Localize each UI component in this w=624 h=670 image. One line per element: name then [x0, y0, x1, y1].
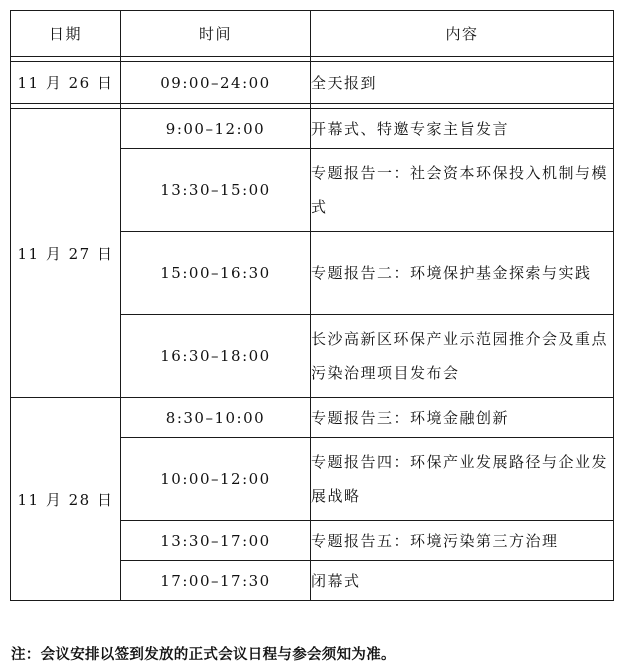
- table-row: [11, 398, 614, 438]
- header-time: 时间: [121, 11, 311, 57]
- table-row: [11, 109, 614, 149]
- time-cell: 09:00–24:00: [121, 62, 311, 104]
- content-cell: 专题报告四：环保产业发展路径与企业发展战略: [311, 438, 614, 521]
- header-row: [11, 11, 614, 57]
- time-cell: 13:30–17:00: [121, 521, 311, 561]
- content-cell: 长沙高新区环保产业示范园推介会及重点污染治理项目发布会: [311, 315, 614, 398]
- footnote: 注：会议安排以签到发放的正式会议日程与参会须知为准。: [11, 647, 396, 663]
- date-cell-day1: 11 月 26 日: [11, 62, 121, 104]
- time-cell: 13:30–15:00: [121, 149, 311, 232]
- content-cell: 全天报到: [311, 62, 614, 104]
- content-cell: 闭幕式: [311, 561, 614, 601]
- time-cell: 16:30–18:00: [121, 315, 311, 398]
- time-cell: 15:00–16:30: [121, 232, 311, 315]
- date-cell-day2: 11 月 27 日: [11, 109, 121, 398]
- date-cell-day3: 11 月 28 日: [11, 398, 121, 601]
- time-cell: 17:00–17:30: [121, 561, 311, 601]
- time-cell: 8:30–10:00: [121, 398, 311, 438]
- schedule-table: [10, 10, 614, 601]
- content-cell: 专题报告三：环境金融创新: [311, 398, 614, 438]
- time-cell: 9:00–12:00: [121, 109, 311, 149]
- table-row: [11, 62, 614, 104]
- header-date: 日期: [11, 11, 121, 57]
- content-cell: 专题报告一：社会资本环保投入机制与模式: [311, 149, 614, 232]
- content-cell: 开幕式、特邀专家主旨发言: [311, 109, 614, 149]
- header-content: 内容: [311, 11, 614, 57]
- content-cell: 专题报告五：环境污染第三方治理: [311, 521, 614, 561]
- content-cell: 专题报告二：环境保护基金探索与实践: [311, 232, 614, 315]
- time-cell: 10:00–12:00: [121, 438, 311, 521]
